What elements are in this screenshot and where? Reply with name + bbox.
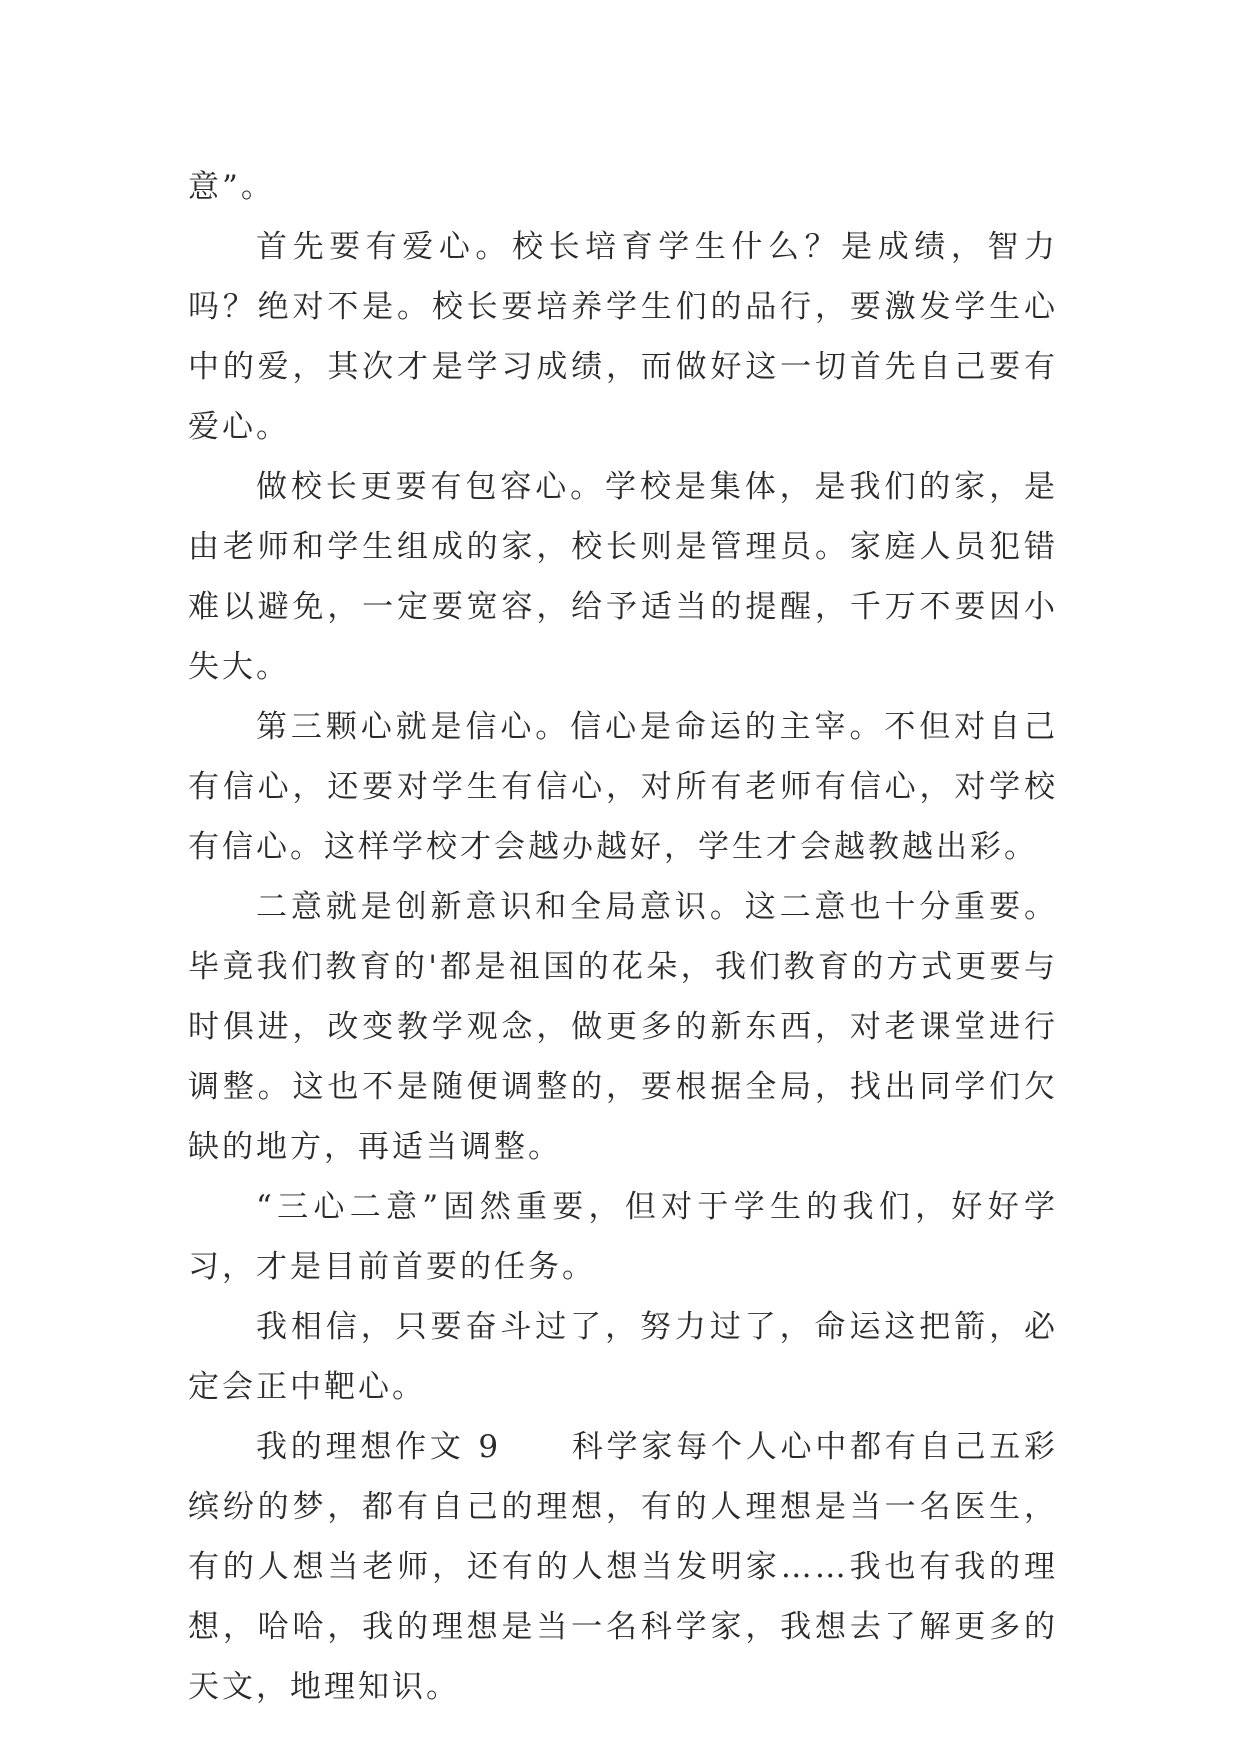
essay-title: 我的理想作文 9 xyxy=(256,1429,502,1465)
essay-section xyxy=(188,1417,1058,1717)
paragraph-3: 做校长更要有包容心。学校是集体，是我们的家，是由老师和学生组成的家，校长则是管理员。家庭人员犯错难以避免，一定要宽容，给予适当的提醒，千万不要因小失大。 xyxy=(188,469,1058,685)
paragraph-5: 二意就是创新意识和全局意识。这二意也十分重要。毕竟我们教育的'都是祖国的花朵，我们教育的方式更要与时俱进，改变教学观念，做更多的新东西，对老课堂进行调整。这也不是随便调整的，要根据全局，找出同学们欠缺的地方，再适当调整。 xyxy=(188,889,1058,1165)
paragraph-1: 意”。 xyxy=(188,169,275,205)
paragraph-7: 我相信，只要奋斗过了，努力过了，命运这把箭，必定会正中靶心。 xyxy=(188,1309,1058,1405)
paragraph-6: “三心二意”固然重要，但对于学生的我们，好好学习，才是目前首要的任务。 xyxy=(188,1189,1058,1285)
document-body xyxy=(188,157,1058,1717)
paragraph-2: 首先要有爱心。校长培育学生什么？是成绩，智力吗？绝对不是。校长要培养学生们的品行，要激发学生心中的爱，其次才是学习成绩，而做好这一切首先自己要有爱心。 xyxy=(188,229,1058,445)
essay-first-paragraph: 科学家每个人心中都有自己五彩缤纷的梦，都有自己的理想，有的人理想是当一名医生，有的人想当老师，还有的人想当发明家……我也有我的理想，哈哈，我的理想是当一名科学家，我想去了解更多的天文，地理知识。 xyxy=(188,1429,1059,1705)
paragraph-4: 第三颗心就是信心。信心是命运的主宰。不但对自己有信心，还要对学生有信心，对所有老师有信心，对学校有信心。这样学校才会越办越好，学生才会越教越出彩。 xyxy=(188,709,1058,865)
